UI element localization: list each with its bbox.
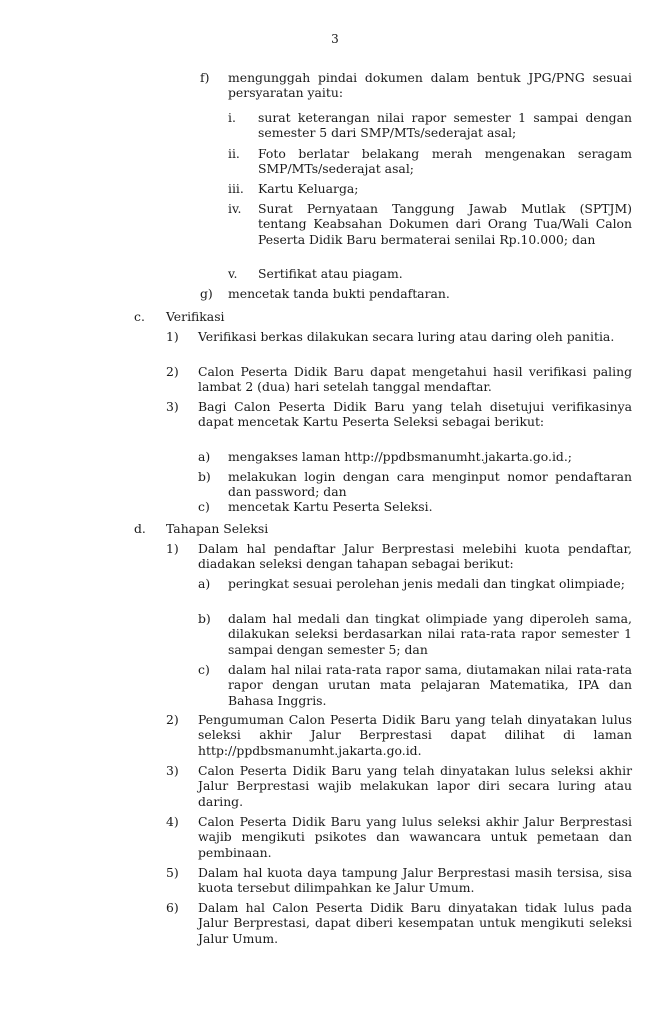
- list-marker: iv.: [228, 201, 242, 216]
- list-marker: 5): [166, 865, 179, 880]
- list-item-c-3-a: [198, 449, 632, 464]
- list-item-c-2: [166, 364, 632, 395]
- list-marker: iii.: [228, 181, 244, 196]
- list-marker: a): [198, 576, 211, 591]
- list-item-text: Calon Peserta Didik Baru dapat mengetahui hasil verifikasi paling lambat 2 (dua) hari setelah tanggal mendaftar.: [198, 364, 632, 395]
- list-item-d-4: [166, 814, 632, 860]
- list-marker: f): [200, 70, 210, 85]
- list-marker: c): [198, 662, 210, 677]
- list-marker: g): [200, 286, 213, 301]
- list-marker: v.: [228, 266, 238, 281]
- list-marker: i.: [228, 110, 236, 125]
- list-item-f-v: [228, 266, 632, 281]
- list-item-text: Foto berlatar belakang merah mengenakan seragam SMP/MTs/sederajat asal;: [258, 146, 632, 177]
- list-item-c-1: [166, 329, 632, 344]
- list-item-d-1-b: [198, 611, 632, 657]
- list-item-f-iv: [228, 201, 632, 247]
- list-item-f-i: [228, 110, 632, 141]
- list-item-c-3-c: [198, 499, 632, 514]
- list-item-text: Dalam hal Calon Peserta Didik Baru dinyatakan tidak lulus pada Jalur Berprestasi, dapat diberi kesempatan untuk mengikuti seleksi Jalur Umum.: [198, 900, 632, 946]
- list-marker: a): [198, 449, 211, 464]
- list-item-d-1-a: [198, 576, 632, 591]
- list-item-d-1-c: [198, 662, 632, 708]
- list-item-text: melakukan login dengan cara menginput nomor pendaftaran dan password; dan: [228, 469, 632, 500]
- list-item-text: mencetak tanda bukti pendaftaran.: [228, 286, 450, 301]
- list-item-d-6: [166, 900, 632, 946]
- list-marker: 2): [166, 364, 179, 379]
- list-item-text: dalam hal nilai rata-rata rapor sama, diutamakan nilai rata-rata rapor dengan urutan mata pelajaran Matematika, IPA dan Bahasa Inggris.: [228, 662, 632, 708]
- section-d-heading: [134, 521, 632, 536]
- list-item-text: Surat Pernyataan Tanggung Jawab Mutlak (SPTJM) tentang Keabsahan Dokumen dari Orang Tua/Wali Calon Peserta Didik Baru bermaterai senilai Rp.10.000; dan: [258, 201, 632, 247]
- list-item-f: [200, 70, 632, 101]
- list-item-text: Calon Peserta Didik Baru yang telah dinyatakan lulus seleksi akhir Jalur Berprestasi wajib melakukan lapor diri secara luring atau daring.: [198, 763, 632, 809]
- list-item-text: Calon Peserta Didik Baru yang lulus seleksi akhir Jalur Berprestasi wajib mengikuti psikotes dan wawancara untuk pemetaan dan pembinaan.: [198, 814, 632, 860]
- list-marker: ii.: [228, 146, 240, 161]
- section-marker: c.: [134, 309, 145, 324]
- list-item-text: Sertifikat atau piagam.: [258, 266, 403, 281]
- section-title: Tahapan Seleksi: [166, 521, 269, 536]
- page-number: 3: [331, 32, 339, 46]
- list-item-text: Verifikasi berkas dilakukan secara luring atau daring oleh panitia.: [198, 329, 615, 344]
- list-item-text: mencetak Kartu Peserta Seleksi.: [228, 499, 433, 514]
- list-marker: 1): [166, 541, 179, 556]
- list-marker: b): [198, 611, 211, 626]
- list-item-text: dalam hal medali dan tingkat olimpiade yang diperoleh sama, dilakukan seleksi berdasarkan nilai rata-rata rapor semester 1 sampai dengan semester 5; dan: [228, 611, 632, 657]
- list-marker: 3): [166, 763, 179, 778]
- list-item-c-3-b: [198, 469, 632, 500]
- list-item-text: peringkat sesuai perolehan jenis medali dan tingkat olimpiade;: [228, 576, 625, 591]
- section-marker: d.: [134, 521, 146, 536]
- list-marker: c): [198, 499, 210, 514]
- list-marker: b): [198, 469, 211, 484]
- list-item-text: Bagi Calon Peserta Didik Baru yang telah disetujui verifikasinya dapat mencetak Kartu Peserta Seleksi sebagai berikut:: [198, 399, 632, 430]
- list-marker: 2): [166, 712, 179, 727]
- section-title: Verifikasi: [166, 309, 225, 324]
- list-item-d-1: [166, 541, 632, 572]
- list-marker: 6): [166, 900, 179, 915]
- list-marker: 1): [166, 329, 179, 344]
- list-item-c-3: [166, 399, 632, 430]
- list-item-f-iii: [228, 181, 632, 196]
- list-item-text: Pengumuman Calon Peserta Didik Baru yang telah dinyatakan lulus seleksi akhir Jalur Berprestasi dapat dilihat di laman http://ppdbsmanumht.jakarta.go.id.: [198, 712, 632, 758]
- list-item-g: [200, 286, 632, 301]
- list-item-f-ii: [228, 146, 632, 177]
- list-item-text: mengunggah pindai dokumen dalam bentuk JPG/PNG sesuai persyaratan yaitu:: [228, 70, 632, 101]
- list-item-d-5: [166, 865, 632, 896]
- section-c-heading: [134, 309, 632, 324]
- list-marker: 4): [166, 814, 179, 829]
- list-item-text: mengakses laman http://ppdbsmanumht.jakarta.go.id.;: [228, 449, 572, 464]
- list-item-text: Dalam hal pendaftar Jalur Berprestasi melebihi kuota pendaftar, diadakan seleksi dengan tahapan sebagai berikut:: [198, 541, 632, 572]
- list-item-text: Dalam hal kuota daya tampung Jalur Berprestasi masih tersisa, sisa kuota tersebut dilimpahkan ke Jalur Umum.: [198, 865, 632, 896]
- list-item-text: surat keterangan nilai rapor semester 1 sampai dengan semester 5 dari SMP/MTs/sederajat asal;: [258, 110, 632, 141]
- list-marker: 3): [166, 399, 179, 414]
- list-item-d-3: [166, 763, 632, 809]
- list-item-text: Kartu Keluarga;: [258, 181, 359, 196]
- list-item-d-2: [166, 712, 632, 758]
